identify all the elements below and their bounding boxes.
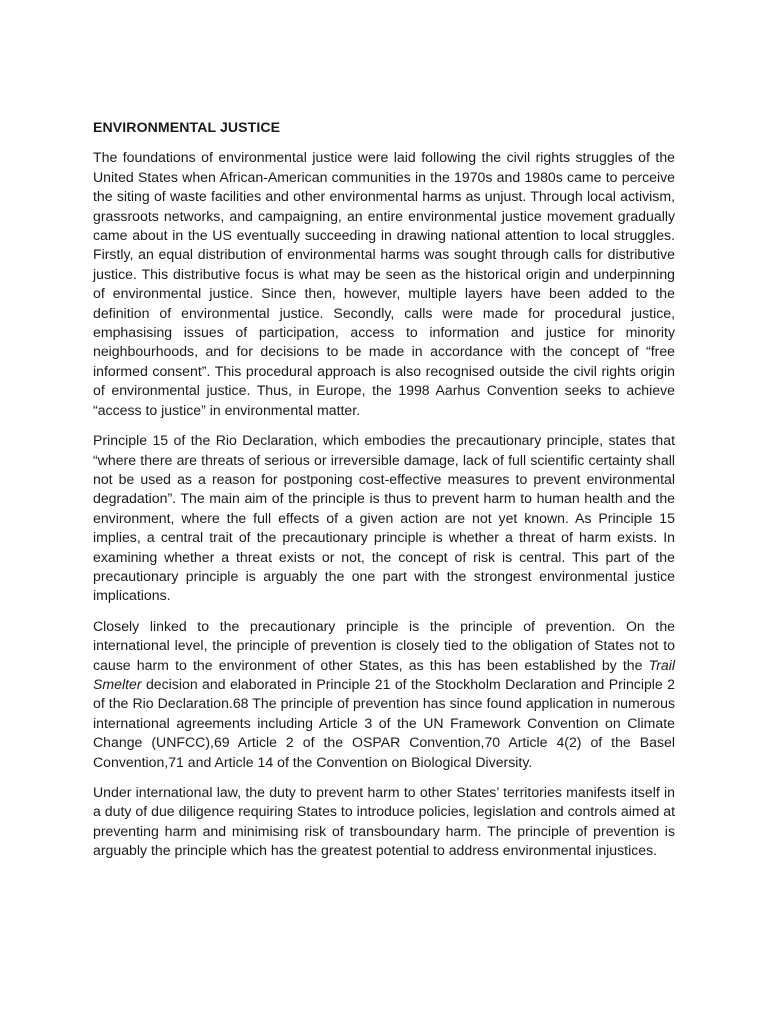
- paragraph-precautionary-principle: Principle 15 of the Rio Declaration, which embodies the precautionary principle, states that “where there are threats of serious or irreversible damage, lack of full scientific certainty shall not be used as a reason for postponing cost-effective measures to prevent environmental degradation”. The main aim of the principle is thus to prevent harm to human health and the environment, where the full effects of a given action are not yet known. As Principle 15 implies, a central trait of the precautionary principle is whether a threat of harm exists. In examining whether a threat exists or not, the concept of risk is central. This part of the precautionary principle is arguably the one part with the strongest environmental justice implications.: [93, 432, 675, 604]
- case-name-italic: Trail Smelter: [93, 656, 675, 692]
- paragraph-text-before: Closely linked to the precautionary principle is the principle of prevention. On the international level, the principle of prevention is closely tied to the obligation of States not to cause harm to the environment of other States, as this has been established by the: [93, 617, 675, 673]
- paragraph-duty-of-due-diligence: Under international law, the duty to prevent harm to other States’ territories manifests itself in a duty of due diligence requiring States to introduce policies, legislation and controls aimed at preventing harm and minimising risk of transboundary harm. The principle of prevention is arguably the principle which has the greatest potential to address environmental injustices.: [93, 784, 675, 859]
- paragraph-text-after: decision and elaborated in Principle 21 of the Stockholm Declaration and Principle 2 of the Rio Declaration.68 The principle of prevention has since found application in numerous international agreements including Article 3 of the UN Framework Convention on Climate Change (UNFCC),69 Article 2 of the OSPAR Convention,70 Article 4(2) of the Basel Convention,71 and Article 14 of the Convention on Biological Diversity.: [93, 675, 675, 770]
- paragraph-principle-of-prevention: [93, 617, 675, 772]
- document-page: [93, 118, 675, 872]
- paragraph-environmental-justice-origins: The foundations of environmental justice were laid following the civil rights struggles of the United States when African-American communities in the 1970s and 1980s came to perceive the siting of waste facilities and other environmental harms as unjust. Through local activism, grassroots networks, and campaigning, an entire environmental justice movement gradually came about in the US eventually succeeding in drawing national attention to local struggles. Firstly, an equal distribution of environmental harms was sought through calls for distributive justice. This distributive focus is what may be seen as the historical origin and underpinning of environmental justice. Since then, however, multiple layers have been added to the definition of environmental justice. Secondly, calls were made for procedural justice, emphasising issues of participation, access to information and justice for minority neighbourhoods, and for decisions to be made in accordance with the concept of “free informed consent”. This procedural approach is also recognised outside the civil rights origin of environmental justice. Thus, in Europe, the 1998 Aarhus Convention seeks to achieve “access to justice” in environmental matter.: [93, 149, 675, 418]
- page-title: ENVIRONMENTAL JUSTICE: [93, 119, 281, 135]
